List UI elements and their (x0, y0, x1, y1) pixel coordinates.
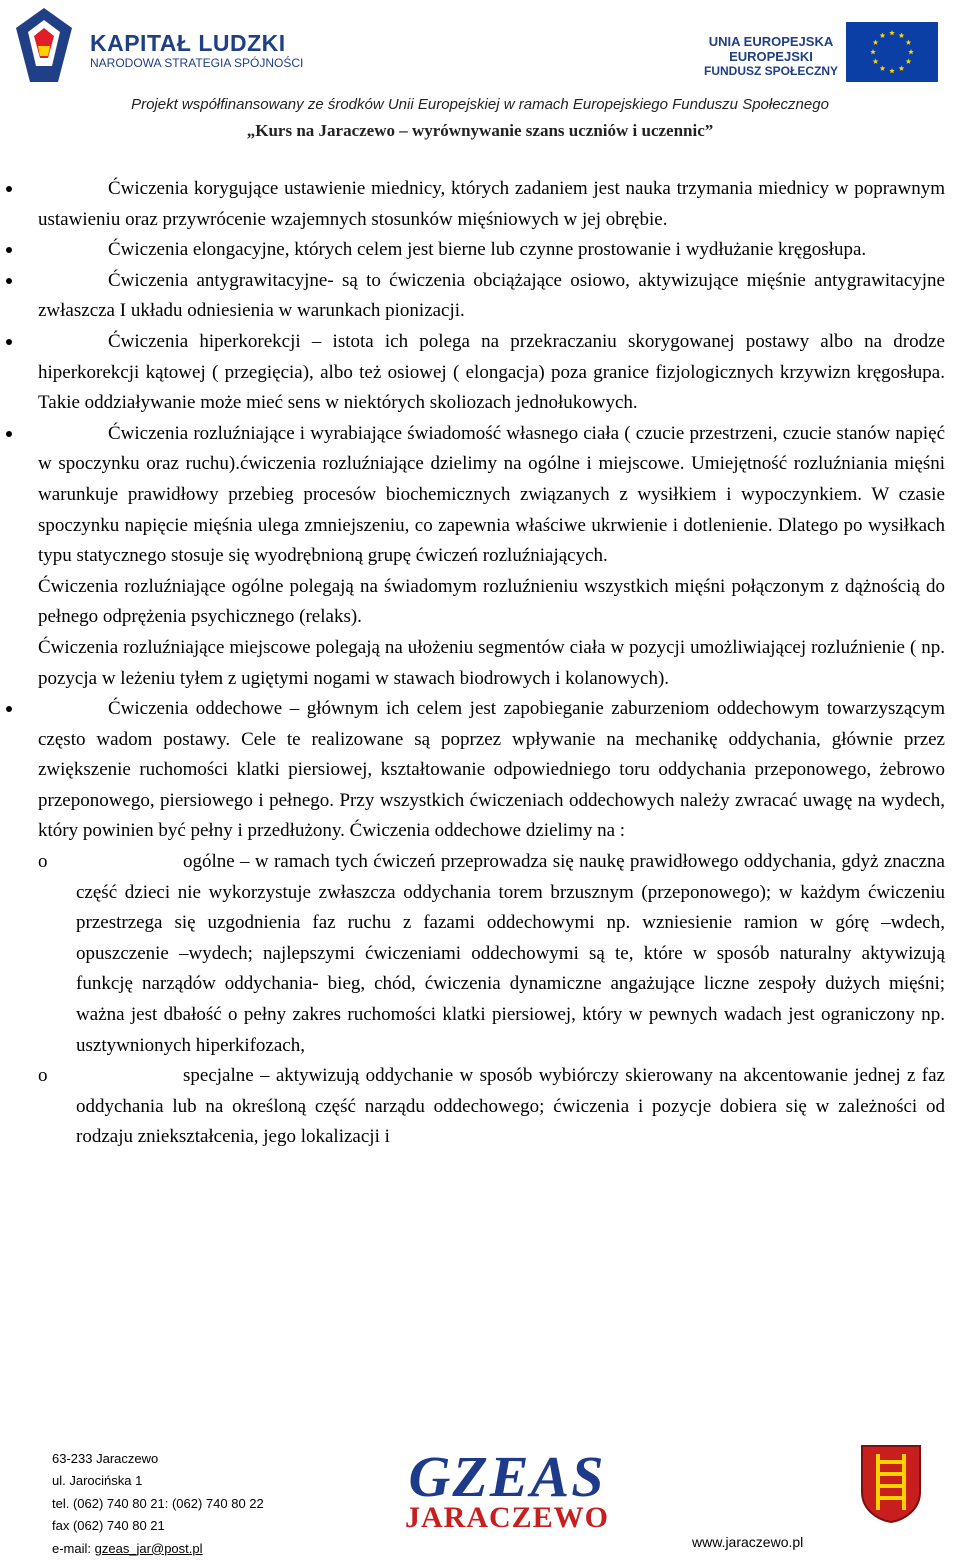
email-label: e-mail: (52, 1540, 95, 1556)
list-item (38, 694, 945, 847)
sub-list-item (38, 847, 945, 1061)
paragraph: Ćwiczenia hiperkorekcji – istota ich polega na przekraczaniu skorygowanej postawy albo na drodze hiperkorekcji kątowej ( przegięcia), albo też osiowej ( elongacja) poza granice fizjologicznych krzywizn kręgosłupa. Takie oddziaływanie może mieć sens w niektórych skoliozach jednołukowych. (38, 330, 945, 414)
website-link[interactable]: www.jaraczewo.pl (692, 1534, 804, 1550)
list-item (38, 174, 945, 235)
address-line: 63-233 Jaraczewo (52, 1451, 159, 1466)
kapital-ludzki-text (90, 30, 303, 70)
paragraph: Ćwiczenia antygrawitacyjne- są to ćwiczenia obciążające osiowo, aktywizujące mięśnie antygrawitacyjne zwłaszcza I układu odniesienia w warunkach pionizacji. (38, 269, 945, 322)
circle-bullet-icon: o (38, 851, 48, 873)
paragraph: Ćwiczenia rozluźniające miejscowe polegają na ułożeniu segmentów ciała w pozycji umożliwiającej rozluźnienie ( np. pozycja w leżeniu tyłem z ugiętymi nogami w stawach biodrowych i kolanowych). (38, 636, 945, 689)
eu-line-1: UNIA EUROPEJSKA (708, 34, 834, 49)
gzeas-title: GZEAS (408, 1444, 606, 1509)
bullet-icon (6, 278, 12, 284)
email-link[interactable]: gzeas_jar@post.pl (94, 1540, 203, 1556)
gzeas-subtitle: JARACZEWO (404, 1501, 609, 1534)
paragraph: Ćwiczenia korygujące ustawienie miednicy, których zadaniem jest nauka trzymania miednicy w poprawnym ustawieniu oraz przywrócenie wzajemnych stosunków mięśniowych w jej obrębie. (38, 178, 945, 230)
eu-flag-icon (846, 22, 938, 82)
paragraph: Ćwiczenia elongacyjne, których celem jest bierne lub czynne prostowanie i wydłużanie kręgosłupa. (108, 239, 867, 261)
paragraph: specjalne – aktywizują oddychanie w sposób wybiórczy skierowany na akcentowanie jednej z faz oddychania lub na określoną część narządu oddechowego; ćwiczenia i pozycje dobiera się w zależności od rodzaju zniekształcenia, jego lokalizacji i (76, 1065, 945, 1148)
bullet-icon (6, 339, 12, 345)
eu-line-2: EUROPEJSKI (729, 49, 813, 64)
paragraph: Ćwiczenia rozluźniające ogólne polegają na świadomym rozluźnieniu wszystkich mięśni połączonym z dążnością do pełnego odprężenia psychicznego (relaks). (38, 575, 945, 628)
eu-line-3: FUNDUSZ SPOŁECZNY (703, 64, 838, 78)
list-item (38, 327, 945, 419)
paragraph: ogólne – w ramach tych ćwiczeń przeprowadza się naukę prawidłowego oddychania, gdyż znaczna część dzieci nie wykorzystuje zwłaszcza oddychania torem brzusznym (przeponowego); w każdym ćwiczeniu przestrzega się uzgodnienia faz ruchu z fazami oddechowymi np. wzniesienie ramion w górę –wdech, opuszczenie –wydech; najlepszymi ćwiczeniami oddechowymi są te, które w sposób naturalny aktywizują funkcję narządów oddychania- bieg, chód, ćwiczenia dynamiczne angażujące liczne zespoły dużych mięśni; ważna jest dbałość o pełny zakres ruchomości klatki piersiowej, który w pewnych wadach jest ograniczony np. usztywnionych hiperkifozach, (76, 851, 945, 1056)
page-header (0, 0, 960, 150)
kl-title: KAPITAŁ LUDZKI (90, 30, 286, 56)
bullet-icon (6, 431, 12, 437)
email-line (52, 1538, 264, 1560)
coat-of-arms-icon (860, 1444, 922, 1524)
bullet-icon (6, 706, 12, 712)
kl-subtitle: NARODOWA STRATEGIA SPÓJNOŚCI (90, 56, 304, 70)
kapital-ludzki-logo (14, 6, 74, 84)
list-item (38, 266, 945, 327)
list-item (38, 419, 945, 694)
paragraph: Ćwiczenia rozluźniające i wyrabiające świadomość własnego ciała ( czucie przestrzeni, czucie stanów napięć w spoczynku oraz ruchu).ćwiczenia rozluźniające dzielimy na ogólne i miejscowe. Umiejętność rozluźniania mięśni warunkuje prawidłowy przebieg procesów biochemicznych związanych z wysiłkiem i wypoczynkiem. W czasie spoczynku napięcie mięśnia ulega zmniejszeniu, co zapewnia właściwe ukrwienie i dotlenienie. Dlatego po wysiłkach typu statycznego stosuje się wyodrębnioną grupę ćwiczeń rozluźniających. (38, 422, 945, 567)
bullet-icon (6, 247, 12, 253)
eu-text (704, 34, 838, 78)
course-title: „Kurs na Jaraczewo – wyrównywanie szans uczniów i uczennic” (246, 121, 714, 140)
page-footer (0, 1440, 960, 1568)
document-body (38, 174, 945, 1153)
circle-bullet-icon: o (38, 1065, 48, 1087)
sub-list-item (38, 1061, 945, 1153)
address-block (52, 1448, 264, 1560)
gzeas-logo (372, 1445, 642, 1555)
address-line: ul. Jarocińska 1 (52, 1473, 143, 1489)
bullet-icon (6, 186, 12, 192)
phone-line: tel. (062) 740 80 21: (062) 740 80 22 (52, 1495, 264, 1511)
list-item (38, 235, 945, 266)
paragraph: Ćwiczenia oddechowe – głównym ich celem jest zapobieganie zaburzeniom oddechowym towarzyszącym często wadom postawy. Cele te realizowane są poprzez wpływanie na mechanikę oddychania, głównie przez zwiększenie ruchomości klatki piersiowej, kształtowanie odpowiedniego toru oddychania przeponowego, żebrowo przeponowego, piersiowego i pełnego. Przy wszystkich ćwiczeniach oddechowych należy zwracać uwagę na wydech, który powinien być pełny i przedłużony. Ćwiczenia oddechowe dzielimy na : (38, 698, 945, 842)
fax-line: fax (062) 740 80 21 (52, 1518, 165, 1534)
project-funding-line: Projekt współfinansowany ze środków Unii Europejskiej w ramach Europejskiego Funduszu Społecznego (131, 96, 829, 113)
